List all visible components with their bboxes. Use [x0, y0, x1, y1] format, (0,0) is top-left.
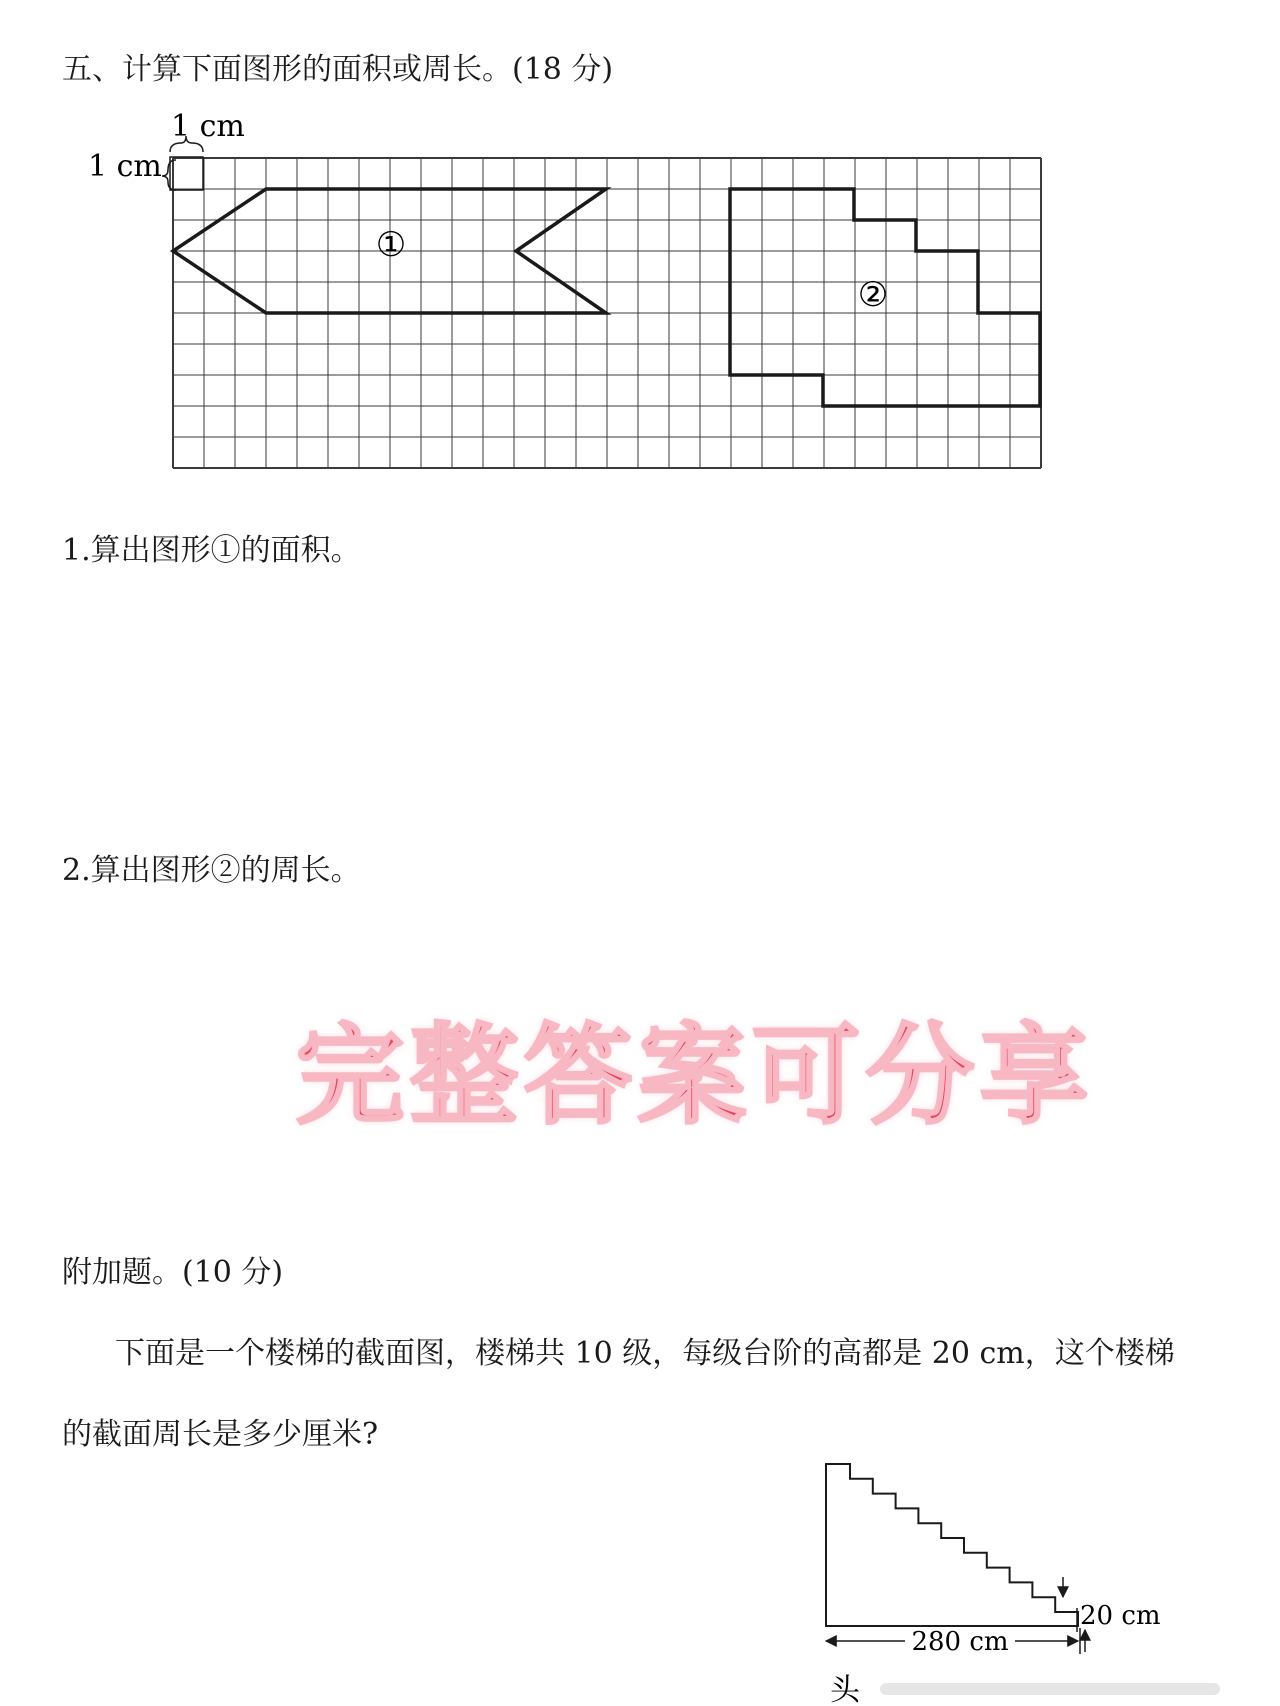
question-1: 1.算出图形①的面积。	[62, 533, 361, 568]
shape-1-label: ①	[375, 225, 407, 265]
question-2: 2.算出图形②的周长。	[62, 853, 361, 888]
footer-scroll-bar	[880, 1683, 1220, 1695]
watermark-banner: 完整答案可分享	[295, 1014, 1094, 1139]
bonus-text-line-2: 的截面周长是多少厘米?	[62, 1417, 379, 1452]
scale-label-left: 1 cm	[88, 149, 162, 184]
width-label: 280 cm	[911, 1627, 1009, 1657]
staircase-outline	[826, 1464, 1078, 1626]
bonus-text-line-1: 下面是一个楼梯的截面图，楼梯共 10 级，每级台阶的高都是 20 cm，这个楼梯	[115, 1336, 1175, 1371]
shape-2-label: ②	[857, 275, 889, 315]
section-heading: 五、计算下面图形的面积或周长。(18 分)	[62, 52, 614, 87]
scale-label-top: 1 cm	[171, 109, 245, 144]
footer-fragment: 头	[830, 1673, 860, 1706]
step-height-label: 20 cm	[1080, 1601, 1161, 1631]
bonus-heading: 附加题。(10 分)	[62, 1255, 284, 1290]
